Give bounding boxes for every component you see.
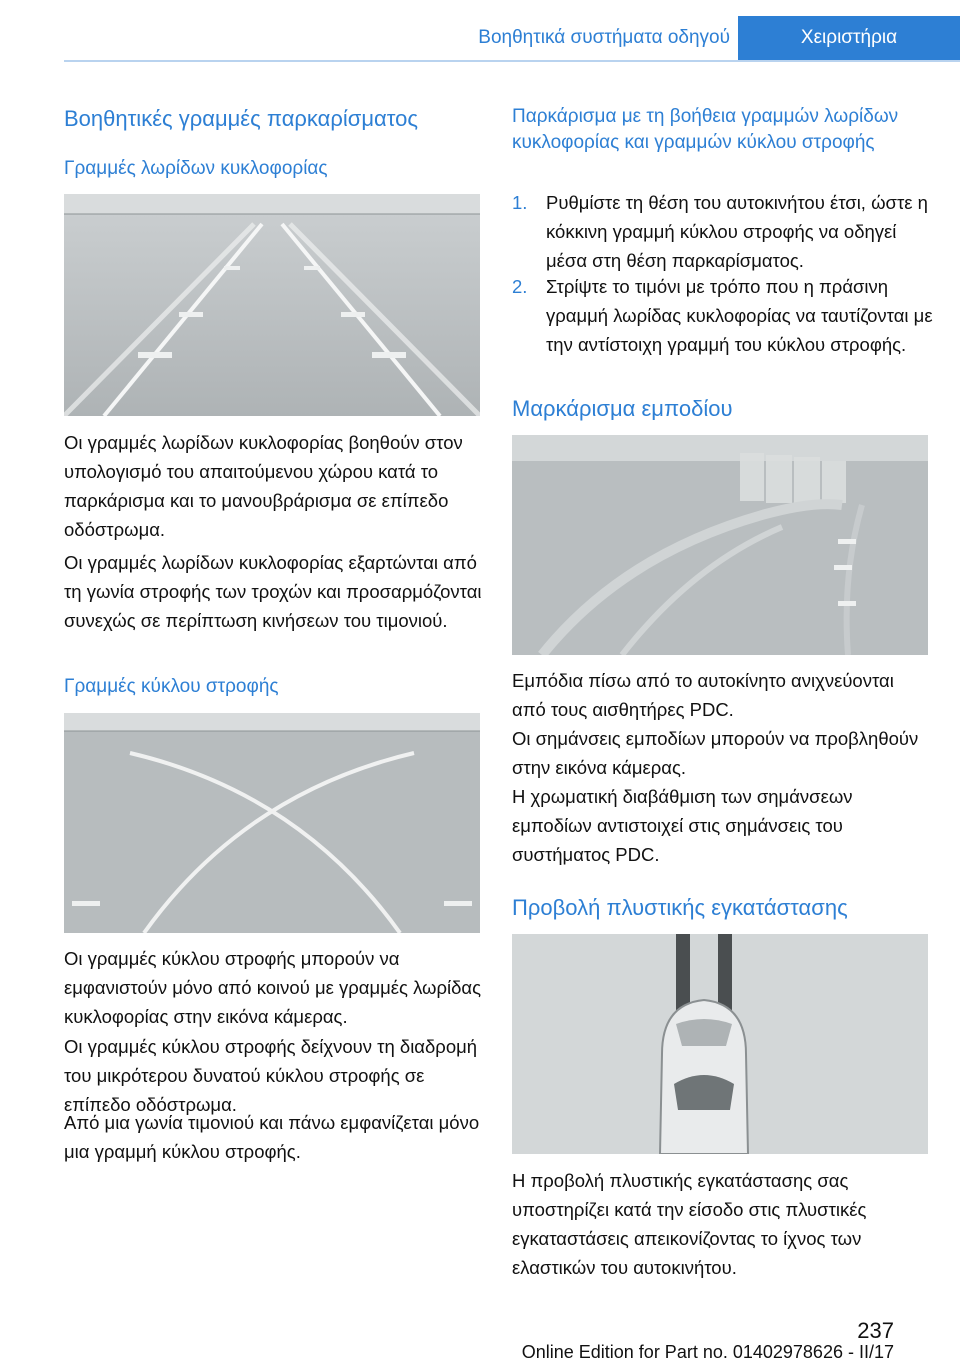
paragraph-wash-view: Η προβολή πλυστικής εγκατάστασης σας υποστηρίζει κατά την είσοδο στις πλυστικές εγκαταστάσεις απεικονίζοντας το ίχνος των ελαστικών του αυτοκινήτου. — [512, 1170, 867, 1278]
step-2 — [512, 272, 932, 388]
step-1 — [512, 188, 932, 274]
paragraph-obstacle-2: Οι σημάνσεις εμποδίων μπορούν να προβληθούν στην εικόνα κάμερας. — [512, 728, 919, 778]
page-number: 237 — [857, 1318, 894, 1343]
lane-lines-figure — [64, 194, 480, 416]
header-section-title: Βοηθητικά συστήματα οδηγού — [478, 27, 730, 48]
turning-circle-figure — [64, 713, 480, 933]
car-wash-view-figure — [512, 934, 928, 1154]
paragraph-lane-2: Οι γραμμές λωρίδων κυκλοφορίας εξαρτώνται από τη γωνία στροφής των τροχών και προσαρμόζονται συνεχώς σε περίπτωση κινήσεων του τιμονιού. — [64, 552, 482, 631]
obstacle-marking-figure — [512, 435, 928, 655]
paragraph-turning-3: Από μια γωνία τιμονιού και πάνω εμφανίζεται μόνο μια γραμμή κύκλου στροφής. — [64, 1112, 480, 1162]
paragraph-turning-1: Οι γραμμές κύκλου στροφής μπορούν να εμφανιστούν μόνο από κοινού με γραμμές λωρίδας κυκλοφορίας στην εικόνα κάμερας. — [64, 948, 482, 1027]
paragraph-obstacle-1: Εμπόδια πίσω από το αυτοκίνητο ανιχνεύονται από τους αισθητήρες PDC. — [512, 670, 894, 720]
step-1-number: 1. — [512, 192, 528, 213]
car-wash-illustration — [512, 934, 928, 1154]
subheading-turning-circle: Γραμμές κύκλου στροφής — [64, 676, 279, 697]
subheading-lane-lines: Γραμμές λωρίδων κυκλοφορίας — [64, 158, 328, 179]
subheading-parking-assist: Παρκάρισμα με τη βοήθεια γραμμών λωρίδων κυκλοφορίας και γραμμών κύκλου στροφής — [512, 106, 899, 153]
header-divider — [64, 60, 960, 62]
step-2-number: 2. — [512, 276, 528, 297]
heading-obstacle-marking: Μαρκάρισμα εμποδίου — [512, 396, 733, 421]
step-2-text: Στρίψτε το τιμόνι με τρόπο που η πράσινη γραμμή λωρίδας κυκλοφορίας να ταυτίζονται με την αντίστοιχη γραμμή του κύκλου στροφής. — [546, 276, 933, 355]
heading-wash-view: Προβολή πλυστικής εγκατάστασης — [512, 895, 848, 920]
section-heading: Βοηθητικές γραμμές παρκαρίσματος — [64, 106, 418, 131]
lane-lines-illustration — [64, 194, 480, 416]
edition-footer: Online Edition for Part no. 01402978626 - II/17 — [521, 1342, 894, 1362]
obstacle-marking-illustration — [512, 435, 928, 655]
step-1-text: Ρυθμίστε τη θέση του αυτοκινήτου έτσι, ώστε η κόκκινη γραμμή κύκλου στροφής να οδηγεί μέσα στη θέση παρκαρίσματος. — [546, 192, 928, 271]
turning-circle-illustration — [64, 713, 480, 933]
paragraph-turning-2: Οι γραμμές κύκλου στροφής δείχνουν τη διαδρομή του μικρότερου δυνατού κύκλου στροφής σε επίπεδο οδόστρωμα. — [64, 1036, 478, 1115]
paragraph-lane-1: Οι γραμμές λωρίδων κυκλοφορίας βοηθούν στον υπολογισμό του απαιτούμενου χώρου κατά το παρκάρισμα και το μανουβράρισμα σε επίπεδο οδόστρωμα. — [64, 432, 463, 540]
paragraph-obstacle-3: Η χρωματική διαβάθμιση των σημάνσεων εμποδίων αντιστοιχεί στις σημάνσεις του συστήματος PDC. — [512, 786, 853, 865]
header-tab[interactable]: Χειριστήρια — [738, 16, 960, 60]
